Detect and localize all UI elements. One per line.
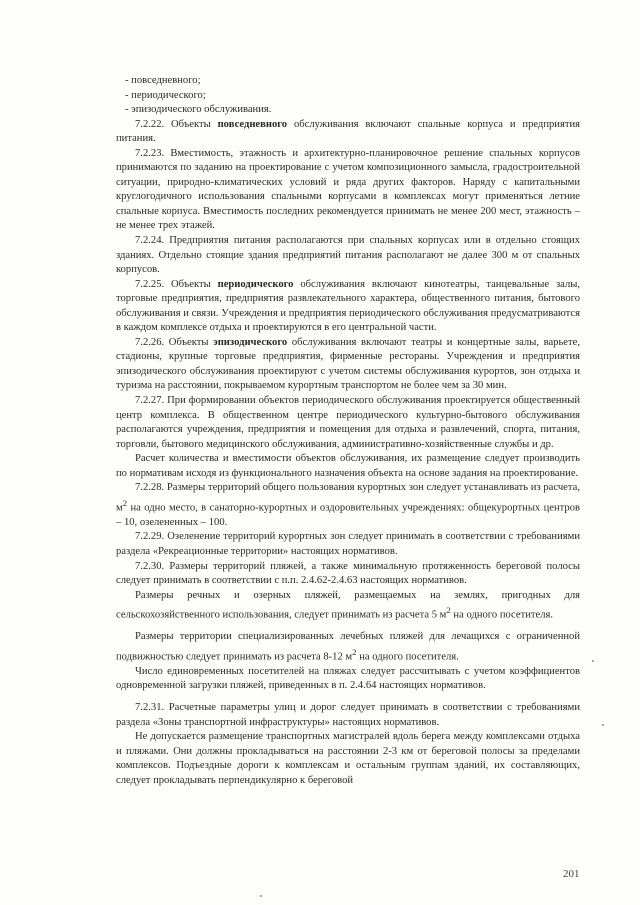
paragraph-transport: Не допускается размещение транспортных магистралей вдоль берега между комплексами отдыха и пляжами. Они должны прокладываться на расстоянии 2-3 км от береговой полосы за пределами комплексов. Подъездные дороги к комплексам и остальным группам зданий, их составляющих, следует прокладывать перпендикулярно к береговой xyxy=(116,731,580,786)
paragraph-7-2-26: 7.2.26. Объекты эпизодического обслуживания включают театры и концертные залы, варьете, стадионы, крупные торговые предприятия, фирменные рестораны. Учреждения и предприятия эпизодического обслуживания проектируют с учетом системы обслуживания курортов, зон отдыха и туризма на расстоянии, покрываемом курортным транспортом не более чем за 30 мин. xyxy=(116,336,580,392)
scan-speck xyxy=(592,660,594,662)
list-item: - периодического; xyxy=(125,89,206,101)
paragraph-7-2-29: 7.2.29. Озеленение территорий курортных зон следует принимать в соответствии с требованиями раздела «Рекреационные территории» настоящих нормативов. xyxy=(116,531,580,558)
page-number: 201 xyxy=(563,868,580,880)
paragraph-7-2-30: 7.2.30. Размеры территорий пляжей, а также минимальную протяженность береговой полосы следует принимать в соответствии с п.п. 2.4.62-2.4.63 настоящих нормативов. xyxy=(116,560,580,587)
paragraph-7-2-28: 7.2.28. Размеры территорий общего пользования курортных зон следует устанавливать из расчета, $м^2$ на одно место, в санаторно-курортных и оздоровительных учреждениях: общекурортных центров – 10, озелененных – 100. xyxy=(116,482,580,528)
paragraph-7-2-27: 7.2.27. При формировании объектов периодического обслуживания проектируется общественный центр комплекса. В общественном центре периодического культурно-бытового обслуживания располагаются учреждения, предприятия и помещения для отдыха и развлечений, спорта, питания, торговли, бытового медицинского обслуживания, административно-хозяйственные службы и др. xyxy=(116,395,580,450)
paragraph-7-2-22: 7.2.22. Объекты повседневного обслуживания включают спальные корпуса и предприятия питания. xyxy=(116,118,580,145)
list-item: - повседневного; xyxy=(125,75,201,86)
paragraph-7-2-31: 7.2.31. Расчетные параметры улиц и дорог следует принимать в соответствии с требованиями раздела «Зоны транспортной инфраструктуры» настоящих нормативов. xyxy=(116,702,580,728)
paragraph-special-beaches: Размеры территории специализированных лечебных пляжей для лечащихся с ограниченной подвижностью следует принимать из расчета 8-12 $м^2$ на одного посетителя. xyxy=(116,631,580,663)
paragraph-7-2-24: 7.2.24. Предприятия питания располагаются при спальных корпусах или в отдельно стоящих зданиях. Отдельно стоящие здания предприятий питания располагают не далее 300 м от спальных корпусов. xyxy=(116,235,580,276)
paragraph-river-beaches: Размеры речных и озерных пляжей, размещаемых на землях, пригодных для сельскохозяйственного использования, следует принимать из расчета 5 $м^2$ на одного посетителя. xyxy=(116,589,580,621)
scan-speck xyxy=(260,895,262,897)
paragraph-calculation: Расчет количества и вместимости объектов обслуживания, их размещение следует производить по нормативам исходя из функционального назначения объекта на основе задания на проектирование. xyxy=(116,453,580,479)
paragraph-7-2-25: 7.2.25. Объекты периодического обслуживания включают кинотеатры, танцевальные залы, торговые предприятия, предприятия развлекательного характера, общественного питания, бытового обслуживания и связи. Учреждения и предприятия периодического обслуживания предусматриваются в каждом комплексе отдыха и проектируются в его центральной части. xyxy=(116,278,581,334)
body-text xyxy=(116,74,580,788)
list-item: - эпизодического обслуживания. xyxy=(125,104,272,116)
paragraph-visitors: Число единовременных посетителей на пляжах следует рассчитывать с учетом коэффициентов одновременной загрузки пляжей, приведенных в п. 2.4.64 настоящих нормативов. xyxy=(116,665,580,692)
paragraph-7-2-23: 7.2.23. Вместимость, этажность и архитектурно-планировочное решение спальных корпусов принимаются по заданию на проектирование с учетом композиционного замысла, градостроительной ситуации, природно-климатических условий и ряда других факторов. Наряду с капитальными круглогодичного использования спальными корпусами в комплексах могут применяться летние спальные корпуса. Вместимость последних рекомендуется принимать не менее 200 мест, этажность – не менее трех этажей. xyxy=(116,147,580,232)
scan-speck xyxy=(602,724,604,726)
